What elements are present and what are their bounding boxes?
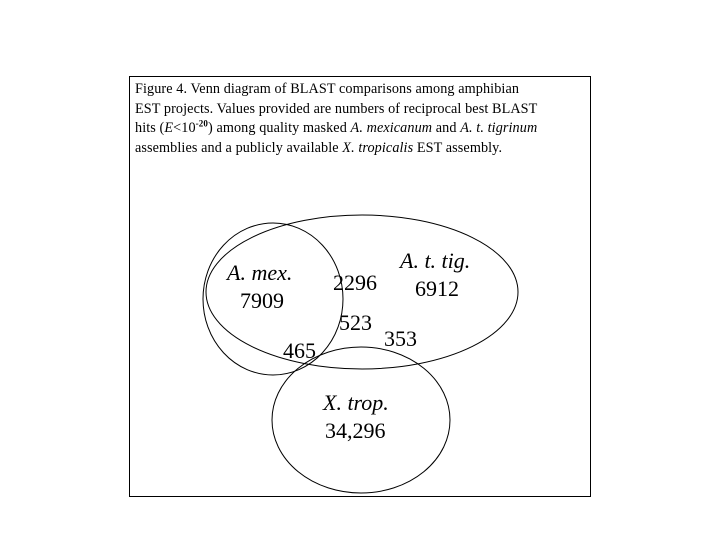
caption-e-value-symbol: E	[164, 120, 174, 136]
overlap-tig-trop: 353	[384, 326, 417, 351]
caption-species-name: A. t. tigrinum	[460, 120, 538, 136]
caption-exponent: -20	[195, 118, 208, 129]
caption-line-2: EST projects. Values provided are numbers of reciprocal best BLAST	[135, 100, 538, 117]
caption-text: ) among quality masked	[207, 120, 351, 136]
overlap-mex-trop: 465	[283, 338, 316, 363]
caption-species-name: X. tropicalis	[342, 139, 414, 156]
set-label-a-mex: A. mex.	[227, 260, 293, 285]
caption-text: <10	[173, 120, 196, 136]
set-count-a-mex: 7909	[240, 288, 284, 313]
caption-text: hits (	[135, 120, 165, 136]
set-label-a-tig: A. t. tig.	[400, 248, 471, 273]
set-label-x-trop: X. trop.	[323, 390, 389, 415]
caption-species-name: A. mexicanum	[350, 120, 433, 136]
caption-text: EST assembly.	[413, 139, 503, 156]
caption-line-1: Figure 4. Venn diagram of BLAST comparisons among amphibian	[135, 81, 520, 97]
caption-text: assemblies and a publicly available	[135, 139, 343, 156]
overlap-all-three: 523	[339, 310, 372, 335]
set-count-a-tig: 6912	[415, 276, 459, 301]
set-count-x-trop: 34,296	[325, 418, 386, 443]
overlap-mex-tig: 2296	[333, 270, 377, 295]
caption-text: and	[432, 120, 461, 136]
